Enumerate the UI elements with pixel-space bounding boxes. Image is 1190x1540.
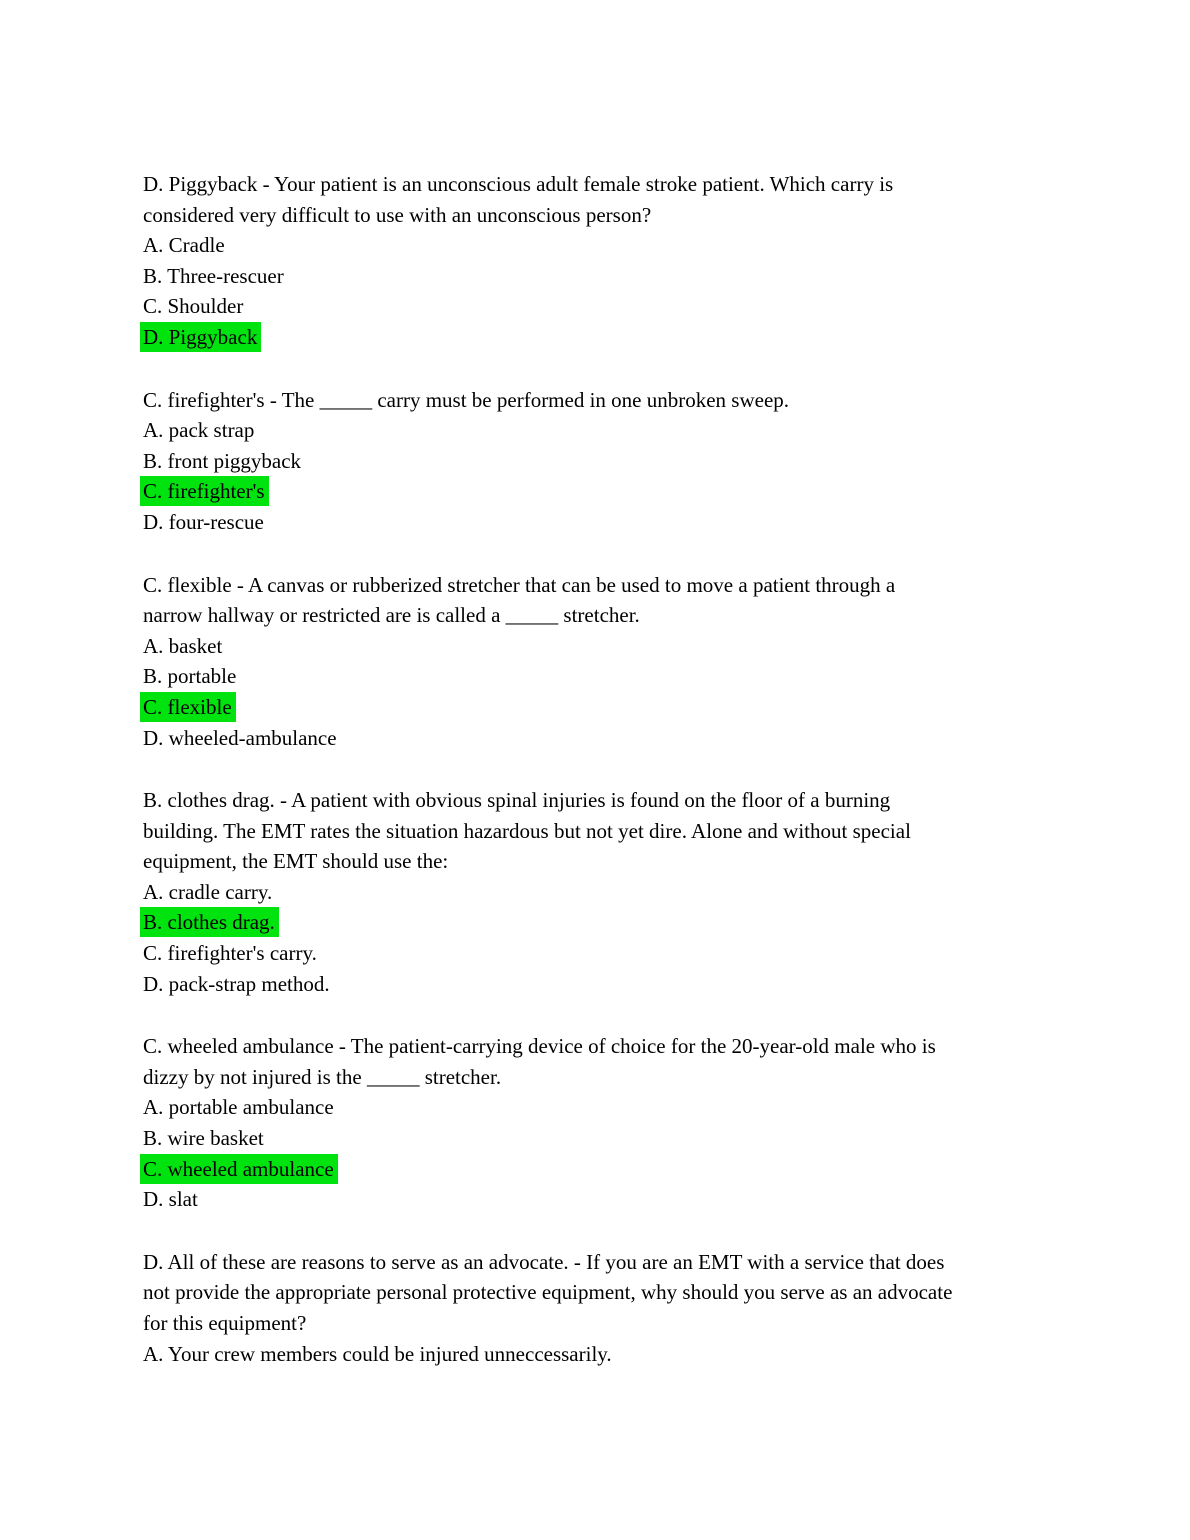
answer-option-text: B. portable	[143, 664, 237, 689]
question-prompt-line: considered very difficult to use with an unconscious person?	[143, 202, 652, 227]
answer-option	[143, 723, 1050, 754]
question-prompt-line: for this equipment?	[143, 1311, 307, 1335]
answer-option-text: A. Your crew members could be injured unneccessarily.	[143, 1341, 612, 1366]
answer-option	[143, 415, 1050, 446]
answer-option	[143, 969, 1050, 1000]
answer-option-text: D. pack-strap method.	[143, 971, 330, 996]
question-prompt-line: C. flexible - A canvas or rubberized stretcher that can be used to move a patient through a	[143, 572, 896, 597]
question-prompt-line: equipment, the EMT should use the:	[143, 849, 449, 874]
answer-option	[143, 1154, 1050, 1185]
answer-option	[143, 261, 1050, 292]
highlighted-answer-text: C. flexible	[140, 692, 236, 722]
highlighted-answer-text: B. clothes drag.	[140, 907, 279, 937]
answer-option	[143, 1123, 1050, 1154]
answer-option-text: C. firefighter's carry.	[143, 941, 317, 966]
answer-option-text: B. wire basket	[143, 1126, 264, 1151]
highlighted-answer-text: C. firefighter's	[140, 476, 269, 506]
answer-option	[143, 1339, 1050, 1370]
question-block-2	[143, 385, 1050, 538]
question-block-3	[143, 570, 1050, 754]
answer-option	[143, 507, 1050, 538]
answer-option-text: D. four-rescue	[143, 509, 264, 534]
question-block-5	[143, 1031, 1050, 1215]
answer-option-text: A. basket	[143, 633, 223, 658]
question-block-6	[143, 1247, 1050, 1369]
question-block-1	[143, 169, 1050, 353]
answer-option	[143, 446, 1050, 477]
answer-option	[143, 907, 1050, 938]
question-prompt-line: narrow hallway or restricted are is called a _____ stretcher.	[143, 603, 640, 628]
answer-option-text: D. slat	[143, 1187, 198, 1212]
answer-option	[143, 322, 1050, 353]
highlighted-answer-text: C. wheeled ambulance	[140, 1154, 338, 1184]
answer-option-text: A. Cradle	[143, 233, 225, 258]
answer-option	[143, 230, 1050, 261]
question-prompt-line: not provide the appropriate personal protective equipment, why should you serve as an advocate	[143, 1280, 953, 1305]
question-prompt-line: building. The EMT rates the situation hazardous but not yet dire. Alone and without special	[143, 818, 911, 843]
question-block-4	[143, 785, 1050, 999]
question-prompt-line: C. firefighter's - The _____ carry must be performed in one unbroken sweep.	[143, 387, 790, 412]
answer-option-text: B. front piggyback	[143, 448, 302, 473]
highlighted-answer-text: D. Piggyback	[140, 322, 261, 352]
answer-option	[143, 661, 1050, 692]
answer-option-text: D. wheeled-ambulance	[143, 725, 337, 750]
answer-option	[143, 476, 1050, 507]
answer-option-text: A. portable ambulance	[143, 1095, 334, 1120]
answer-option-text: C. Shoulder	[143, 294, 244, 319]
answer-option-text: A. cradle carry.	[143, 879, 273, 904]
question-prompt-line: B. clothes drag. - A patient with obvious spinal injuries is found on the floor of a burning	[143, 788, 891, 813]
question-prompt-line: D. All of these are reasons to serve as an advocate. - If you are an EMT with a service that does	[143, 1249, 945, 1274]
answer-option	[143, 938, 1050, 969]
document-page	[143, 169, 1050, 1369]
question-prompt-line: dizzy by not injured is the _____ stretcher.	[143, 1064, 502, 1089]
answer-option	[143, 877, 1050, 908]
answer-option	[143, 291, 1050, 322]
question-prompt-line: C. wheeled ambulance - The patient-carrying device of choice for the 20-year-old male who is	[143, 1034, 936, 1059]
answer-option-text: B. Three-rescuer	[143, 263, 284, 288]
answer-option-text: A. pack strap	[143, 418, 255, 443]
answer-option	[143, 631, 1050, 662]
question-prompt-line: D. Piggyback - Your patient is an unconscious adult female stroke patient. Which carry is	[143, 172, 894, 196]
answer-option	[143, 692, 1050, 723]
answer-option	[143, 1184, 1050, 1215]
answer-option	[143, 1092, 1050, 1123]
